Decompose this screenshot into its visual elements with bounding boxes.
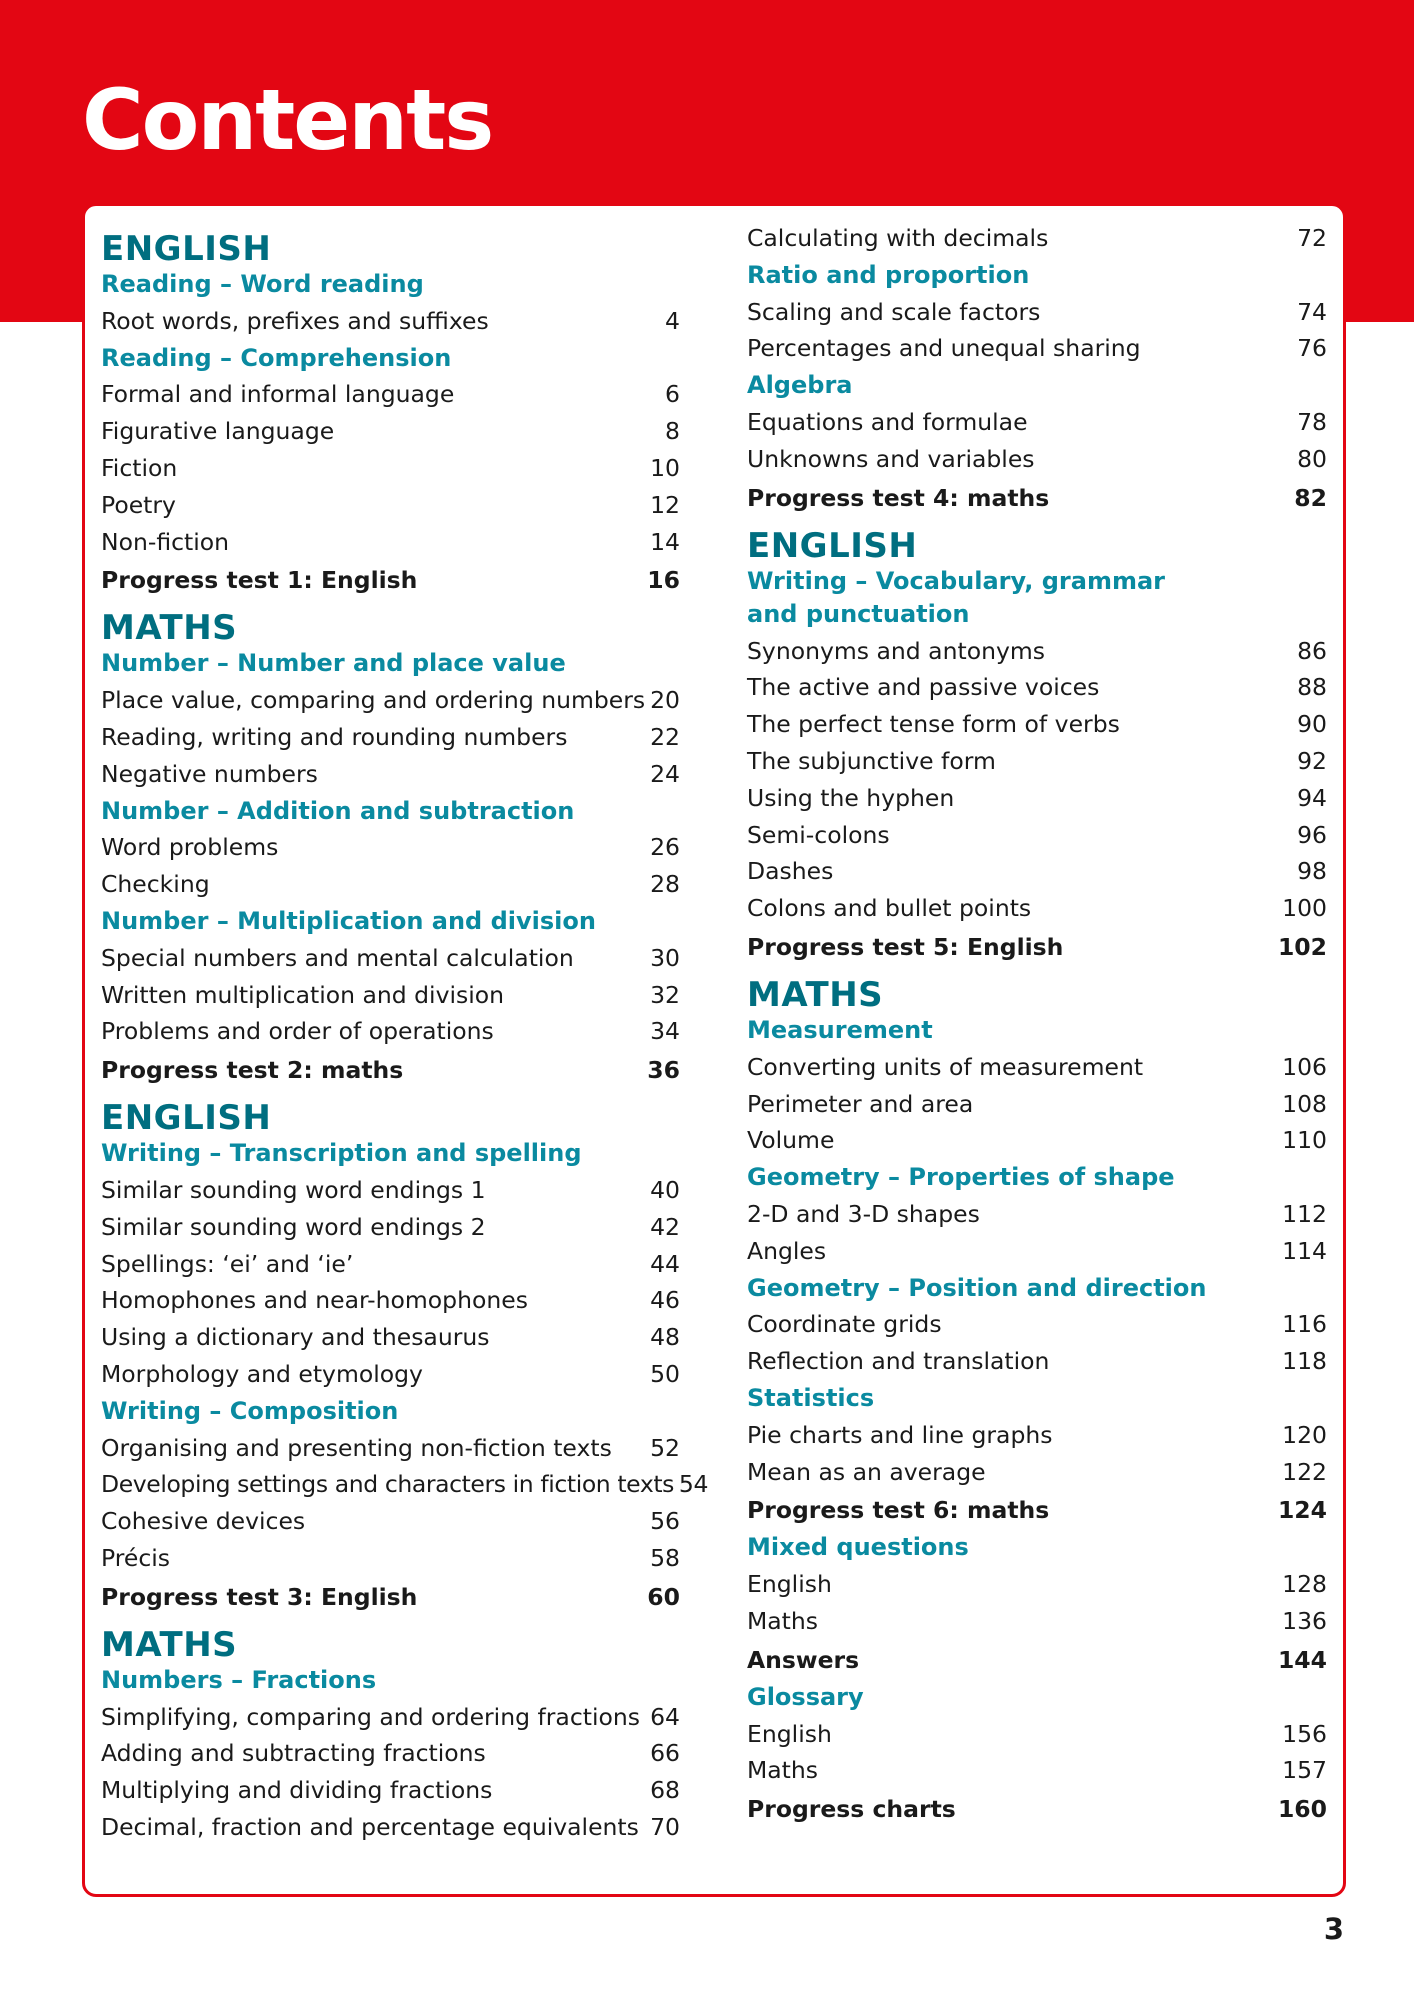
toc-entry[interactable] — [747, 220, 1327, 257]
toc-entry[interactable] — [747, 1233, 1327, 1270]
progress-test-entry[interactable] — [101, 560, 680, 599]
entry-page: 102 — [1277, 932, 1327, 961]
toc-entry[interactable] — [101, 719, 680, 756]
entry-page: 108 — [1282, 1089, 1327, 1118]
entry-label: Perimeter and area — [747, 1089, 974, 1118]
toc-entry[interactable] — [747, 1122, 1327, 1159]
entry-page: 76 — [1297, 334, 1327, 363]
entry-label: Simplifying, comparing and ordering fractions — [101, 1702, 641, 1731]
entry-page: 136 — [1282, 1606, 1327, 1635]
toc-entry[interactable] — [747, 706, 1327, 743]
toc-entry[interactable] — [101, 450, 680, 487]
entry-label: Similar sounding word endings 1 — [101, 1175, 486, 1204]
entry-page: 100 — [1282, 894, 1327, 923]
progress-test-entry[interactable] — [747, 927, 1327, 966]
entry-label: Pie charts and line graphs — [747, 1420, 1053, 1449]
toc-entry[interactable] — [101, 1246, 680, 1283]
subsection-heading: Reading – Word reading — [101, 270, 424, 298]
toc-entry[interactable] — [747, 853, 1327, 890]
entry-page: 74 — [1297, 297, 1327, 326]
entry-label: Coordinate grids — [747, 1310, 942, 1339]
contents-column-right — [747, 220, 1327, 1828]
entry-label: English — [747, 1570, 832, 1599]
entry-page: 6 — [665, 380, 680, 409]
entry-label: Similar sounding word endings 2 — [101, 1212, 486, 1241]
subsection-heading: Writing – Composition — [101, 1396, 399, 1425]
entry-page: 92 — [1297, 746, 1327, 775]
subsection-heading: Number – Addition and subtraction — [101, 796, 575, 825]
entry-page: 56 — [650, 1507, 680, 1536]
entry-label: Progress test 5: English — [747, 932, 1064, 961]
toc-entry[interactable] — [747, 1049, 1327, 1086]
entry-label: Using a dictionary and thesaurus — [101, 1323, 490, 1352]
entry-page: 28 — [650, 870, 680, 899]
entry-page: 36 — [647, 1056, 680, 1085]
toc-entry[interactable] — [101, 1282, 680, 1319]
entry-label: Converting units of measurement — [747, 1052, 1144, 1081]
entry-label: Progress test 4: maths — [747, 483, 1050, 512]
subsection-heading: Number – Multiplication and division — [101, 906, 596, 935]
entry-page: 46 — [650, 1286, 680, 1315]
entry-label: Organising and presenting non-fiction texts — [101, 1433, 612, 1462]
entry-label: English — [747, 1719, 832, 1748]
entry-page: 112 — [1282, 1199, 1327, 1228]
section-heading: MATHS — [101, 608, 238, 649]
toc-entry[interactable] — [747, 1417, 1327, 1454]
entry-label: Root words, prefixes and suffixes — [101, 306, 489, 335]
entry-label: Colons and bullet points — [747, 894, 1032, 923]
entry-label: Progress test 2: maths — [101, 1056, 404, 1085]
entry-page: 157 — [1282, 1756, 1327, 1785]
entry-label: Angles — [747, 1236, 827, 1265]
progress-charts-entry[interactable] — [747, 1789, 1327, 1828]
toc-entry[interactable] — [101, 1503, 680, 1540]
entry-label: Decimal, fraction and percentage equivalents — [101, 1812, 639, 1841]
entry-page: 90 — [1297, 710, 1327, 739]
entry-page: 70 — [650, 1812, 680, 1841]
toc-entry[interactable] — [747, 1566, 1327, 1603]
entry-label: Maths — [747, 1756, 819, 1785]
entry-label: Multiplying and dividing fractions — [101, 1776, 493, 1805]
contents-column-left — [101, 220, 708, 1846]
subsection-heading: Writing – Vocabulary, grammar and punctuation — [747, 566, 1165, 628]
toc-entry[interactable] — [747, 817, 1327, 854]
page-title: Contents — [82, 71, 493, 169]
entry-label: Fiction — [101, 453, 178, 482]
progress-test-entry[interactable] — [747, 478, 1327, 517]
section-heading: ENGLISH — [747, 525, 918, 566]
toc-entry[interactable] — [747, 780, 1327, 817]
entry-label: Semi-colons — [747, 820, 890, 849]
entry-page: 22 — [650, 722, 680, 751]
subsection-heading: Glossary — [747, 1682, 864, 1711]
entry-page: 72 — [1297, 224, 1327, 252]
entry-label: Reflection and translation — [747, 1347, 1050, 1376]
entry-page: 54 — [678, 1470, 708, 1499]
entry-label: Answers — [747, 1645, 860, 1674]
entry-label: Adding and subtracting fractions — [101, 1739, 486, 1768]
subsection-heading: Algebra — [747, 371, 853, 400]
entry-page: 120 — [1282, 1420, 1327, 1449]
entry-label: Percentages and unequal sharing — [747, 334, 1141, 363]
entry-page: 32 — [650, 980, 680, 1009]
entry-label: Written multiplication and division — [101, 980, 505, 1009]
entry-page: 106 — [1282, 1052, 1327, 1081]
entry-page: 50 — [650, 1359, 680, 1388]
section-heading: ENGLISH — [101, 1098, 272, 1139]
entry-page: 34 — [650, 1017, 680, 1046]
entry-page: 60 — [647, 1582, 680, 1611]
toc-entry[interactable] — [747, 1343, 1327, 1380]
toc-entry[interactable] — [101, 1540, 680, 1577]
subsection-heading: Writing – Transcription and spelling — [101, 1139, 582, 1168]
progress-test-entry[interactable] — [101, 1577, 680, 1616]
entry-page: 96 — [1297, 820, 1327, 849]
toc-entry[interactable] — [747, 1306, 1327, 1343]
entry-page: 78 — [1297, 407, 1327, 436]
entry-label: Unknowns and variables — [747, 444, 1035, 473]
entry-page: 98 — [1297, 857, 1327, 886]
entry-label: Negative numbers — [101, 759, 318, 788]
entry-label: Word problems — [101, 833, 279, 862]
entry-label: Problems and order of operations — [101, 1017, 494, 1046]
entry-page: 20 — [650, 686, 680, 715]
entry-page: 24 — [650, 759, 680, 788]
entry-label: 2-D and 3-D shapes — [747, 1199, 980, 1228]
subsection-heading: Measurement — [747, 1015, 933, 1044]
entry-page: 110 — [1282, 1126, 1327, 1155]
toc-entry[interactable] — [747, 669, 1327, 706]
entry-page: 156 — [1282, 1719, 1327, 1748]
entry-label: Dashes — [747, 857, 834, 886]
subsection-heading: Number – Number and place value — [101, 649, 566, 678]
entry-label: Checking — [101, 870, 210, 899]
toc-entry[interactable] — [101, 866, 680, 903]
subsection-heading: Geometry – Properties of shape — [747, 1163, 1175, 1192]
toc-entry[interactable] — [101, 977, 680, 1014]
toc-entry[interactable] — [101, 1466, 708, 1503]
entry-label: Homophones and near-homophones — [101, 1286, 528, 1315]
entry-page: 94 — [1297, 783, 1327, 812]
entry-page: 26 — [650, 833, 680, 862]
toc-entry[interactable] — [747, 294, 1327, 331]
toc-entry[interactable] — [747, 890, 1327, 927]
toc-entry[interactable] — [747, 441, 1327, 478]
entry-label: Synonyms and antonyms — [747, 636, 1046, 665]
toc-entry[interactable] — [101, 1772, 680, 1809]
entry-page: 88 — [1297, 673, 1327, 702]
entry-page: 122 — [1282, 1457, 1327, 1486]
entry-page: 80 — [1297, 444, 1327, 473]
entry-page: 160 — [1277, 1795, 1327, 1824]
entry-page: 116 — [1282, 1310, 1327, 1339]
toc-entry[interactable] — [101, 756, 680, 793]
entry-label: Calculating with decimals — [747, 224, 1049, 252]
answers-entry[interactable] — [747, 1640, 1327, 1679]
toc-entry[interactable] — [747, 1716, 1327, 1753]
entry-page: 16 — [647, 566, 680, 595]
entry-label: The perfect tense form of verbs — [747, 710, 1120, 739]
toc-entry[interactable] — [101, 1356, 680, 1393]
entry-page: 118 — [1282, 1347, 1327, 1376]
entry-label: Special numbers and mental calculation — [101, 943, 574, 972]
entry-label: The active and passive voices — [747, 673, 1100, 702]
toc-entry[interactable] — [747, 330, 1327, 367]
entry-label: Equations and formulae — [747, 407, 1028, 436]
entry-page: 124 — [1277, 1496, 1327, 1525]
entry-label: Cohesive devices — [101, 1507, 306, 1536]
entry-page: 4 — [665, 306, 680, 335]
subsection-heading: Reading – Comprehension — [101, 343, 452, 372]
toc-entry[interactable] — [747, 1603, 1327, 1640]
section-heading: ENGLISH — [101, 229, 272, 269]
entry-page: 58 — [650, 1543, 680, 1572]
toc-entry[interactable] — [101, 524, 680, 561]
toc-entry[interactable] — [747, 1196, 1327, 1233]
entry-page: 128 — [1282, 1570, 1327, 1599]
section-heading: MATHS — [101, 1624, 238, 1665]
toc-entry[interactable] — [101, 1172, 680, 1209]
entry-label: Figurative language — [101, 417, 335, 446]
entry-label: Reading, writing and rounding numbers — [101, 722, 568, 751]
entry-page: 52 — [650, 1433, 680, 1462]
toc-entry[interactable] — [101, 303, 680, 340]
toc-entry[interactable] — [747, 1454, 1327, 1491]
entry-label: Scaling and scale factors — [747, 297, 1041, 326]
entry-page: 144 — [1277, 1645, 1327, 1674]
toc-entry[interactable] — [101, 1319, 680, 1356]
entry-label: Progress test 6: maths — [747, 1496, 1050, 1525]
subsection-heading: Geometry – Position and direction — [747, 1273, 1207, 1302]
entry-page: 114 — [1282, 1236, 1327, 1265]
entry-label: Progress test 3: English — [101, 1582, 418, 1611]
entry-page: 12 — [650, 490, 680, 519]
progress-test-entry[interactable] — [747, 1490, 1327, 1529]
toc-entry[interactable] — [101, 413, 680, 450]
entry-label: Maths — [747, 1606, 819, 1635]
progress-test-entry[interactable] — [101, 1050, 680, 1089]
page-number: 3 — [1323, 1912, 1344, 1946]
toc-entry[interactable] — [101, 1013, 680, 1050]
entry-page: 82 — [1294, 483, 1327, 512]
entry-label: Volume — [747, 1126, 835, 1155]
entry-page: 44 — [650, 1249, 680, 1278]
entry-page: 30 — [650, 943, 680, 972]
toc-entry[interactable] — [101, 1699, 680, 1736]
entry-label: Mean as an average — [747, 1457, 986, 1486]
toc-entry[interactable] — [747, 1752, 1327, 1789]
toc-entry[interactable] — [101, 487, 680, 524]
entry-page: 40 — [650, 1175, 680, 1204]
entry-label: Progress charts — [747, 1795, 956, 1824]
toc-entry[interactable] — [101, 1209, 680, 1246]
entry-page: 86 — [1297, 636, 1327, 665]
entry-label: Spellings: ‘ei’ and ‘ie’ — [101, 1249, 354, 1278]
entry-label: Place value, comparing and ordering numbers — [101, 686, 646, 715]
entry-page: 42 — [650, 1212, 680, 1241]
entry-page: 48 — [650, 1323, 680, 1352]
subsection-heading: Statistics — [747, 1383, 875, 1412]
entry-page: 14 — [650, 527, 680, 556]
toc-entry[interactable] — [747, 743, 1327, 780]
section-heading: MATHS — [747, 974, 884, 1015]
toc-entry[interactable] — [101, 829, 680, 866]
toc-entry[interactable] — [101, 376, 680, 413]
toc-entry[interactable] — [747, 633, 1327, 670]
entry-label: Poetry — [101, 490, 176, 519]
toc-entry[interactable] — [101, 1809, 680, 1846]
subsection-heading: Numbers – Fractions — [101, 1665, 377, 1694]
toc-entry[interactable] — [747, 1086, 1327, 1123]
entry-label: Morphology and etymology — [101, 1359, 423, 1388]
entry-label: Non-fiction — [101, 527, 230, 556]
entry-page: 66 — [650, 1739, 680, 1768]
entry-label: Developing settings and characters in fiction texts — [101, 1470, 674, 1499]
entry-page: 64 — [650, 1702, 680, 1731]
entry-label: Progress test 1: English — [101, 566, 418, 595]
entry-page: 68 — [650, 1776, 680, 1805]
toc-entry[interactable] — [747, 404, 1327, 441]
entry-page: 8 — [665, 417, 680, 446]
toc-entry[interactable] — [101, 682, 680, 719]
entry-page: 10 — [650, 453, 680, 482]
entry-label: Précis — [101, 1543, 171, 1572]
toc-entry[interactable] — [101, 940, 680, 977]
entry-label: Formal and informal language — [101, 380, 455, 409]
toc-entry[interactable] — [101, 1735, 680, 1772]
subsection-heading: Ratio and proportion — [747, 260, 1030, 289]
subsection-heading: Mixed questions — [747, 1533, 969, 1562]
entry-label: Using the hyphen — [747, 783, 955, 812]
entry-label: The subjunctive form — [747, 746, 996, 775]
toc-entry[interactable] — [101, 1430, 680, 1467]
